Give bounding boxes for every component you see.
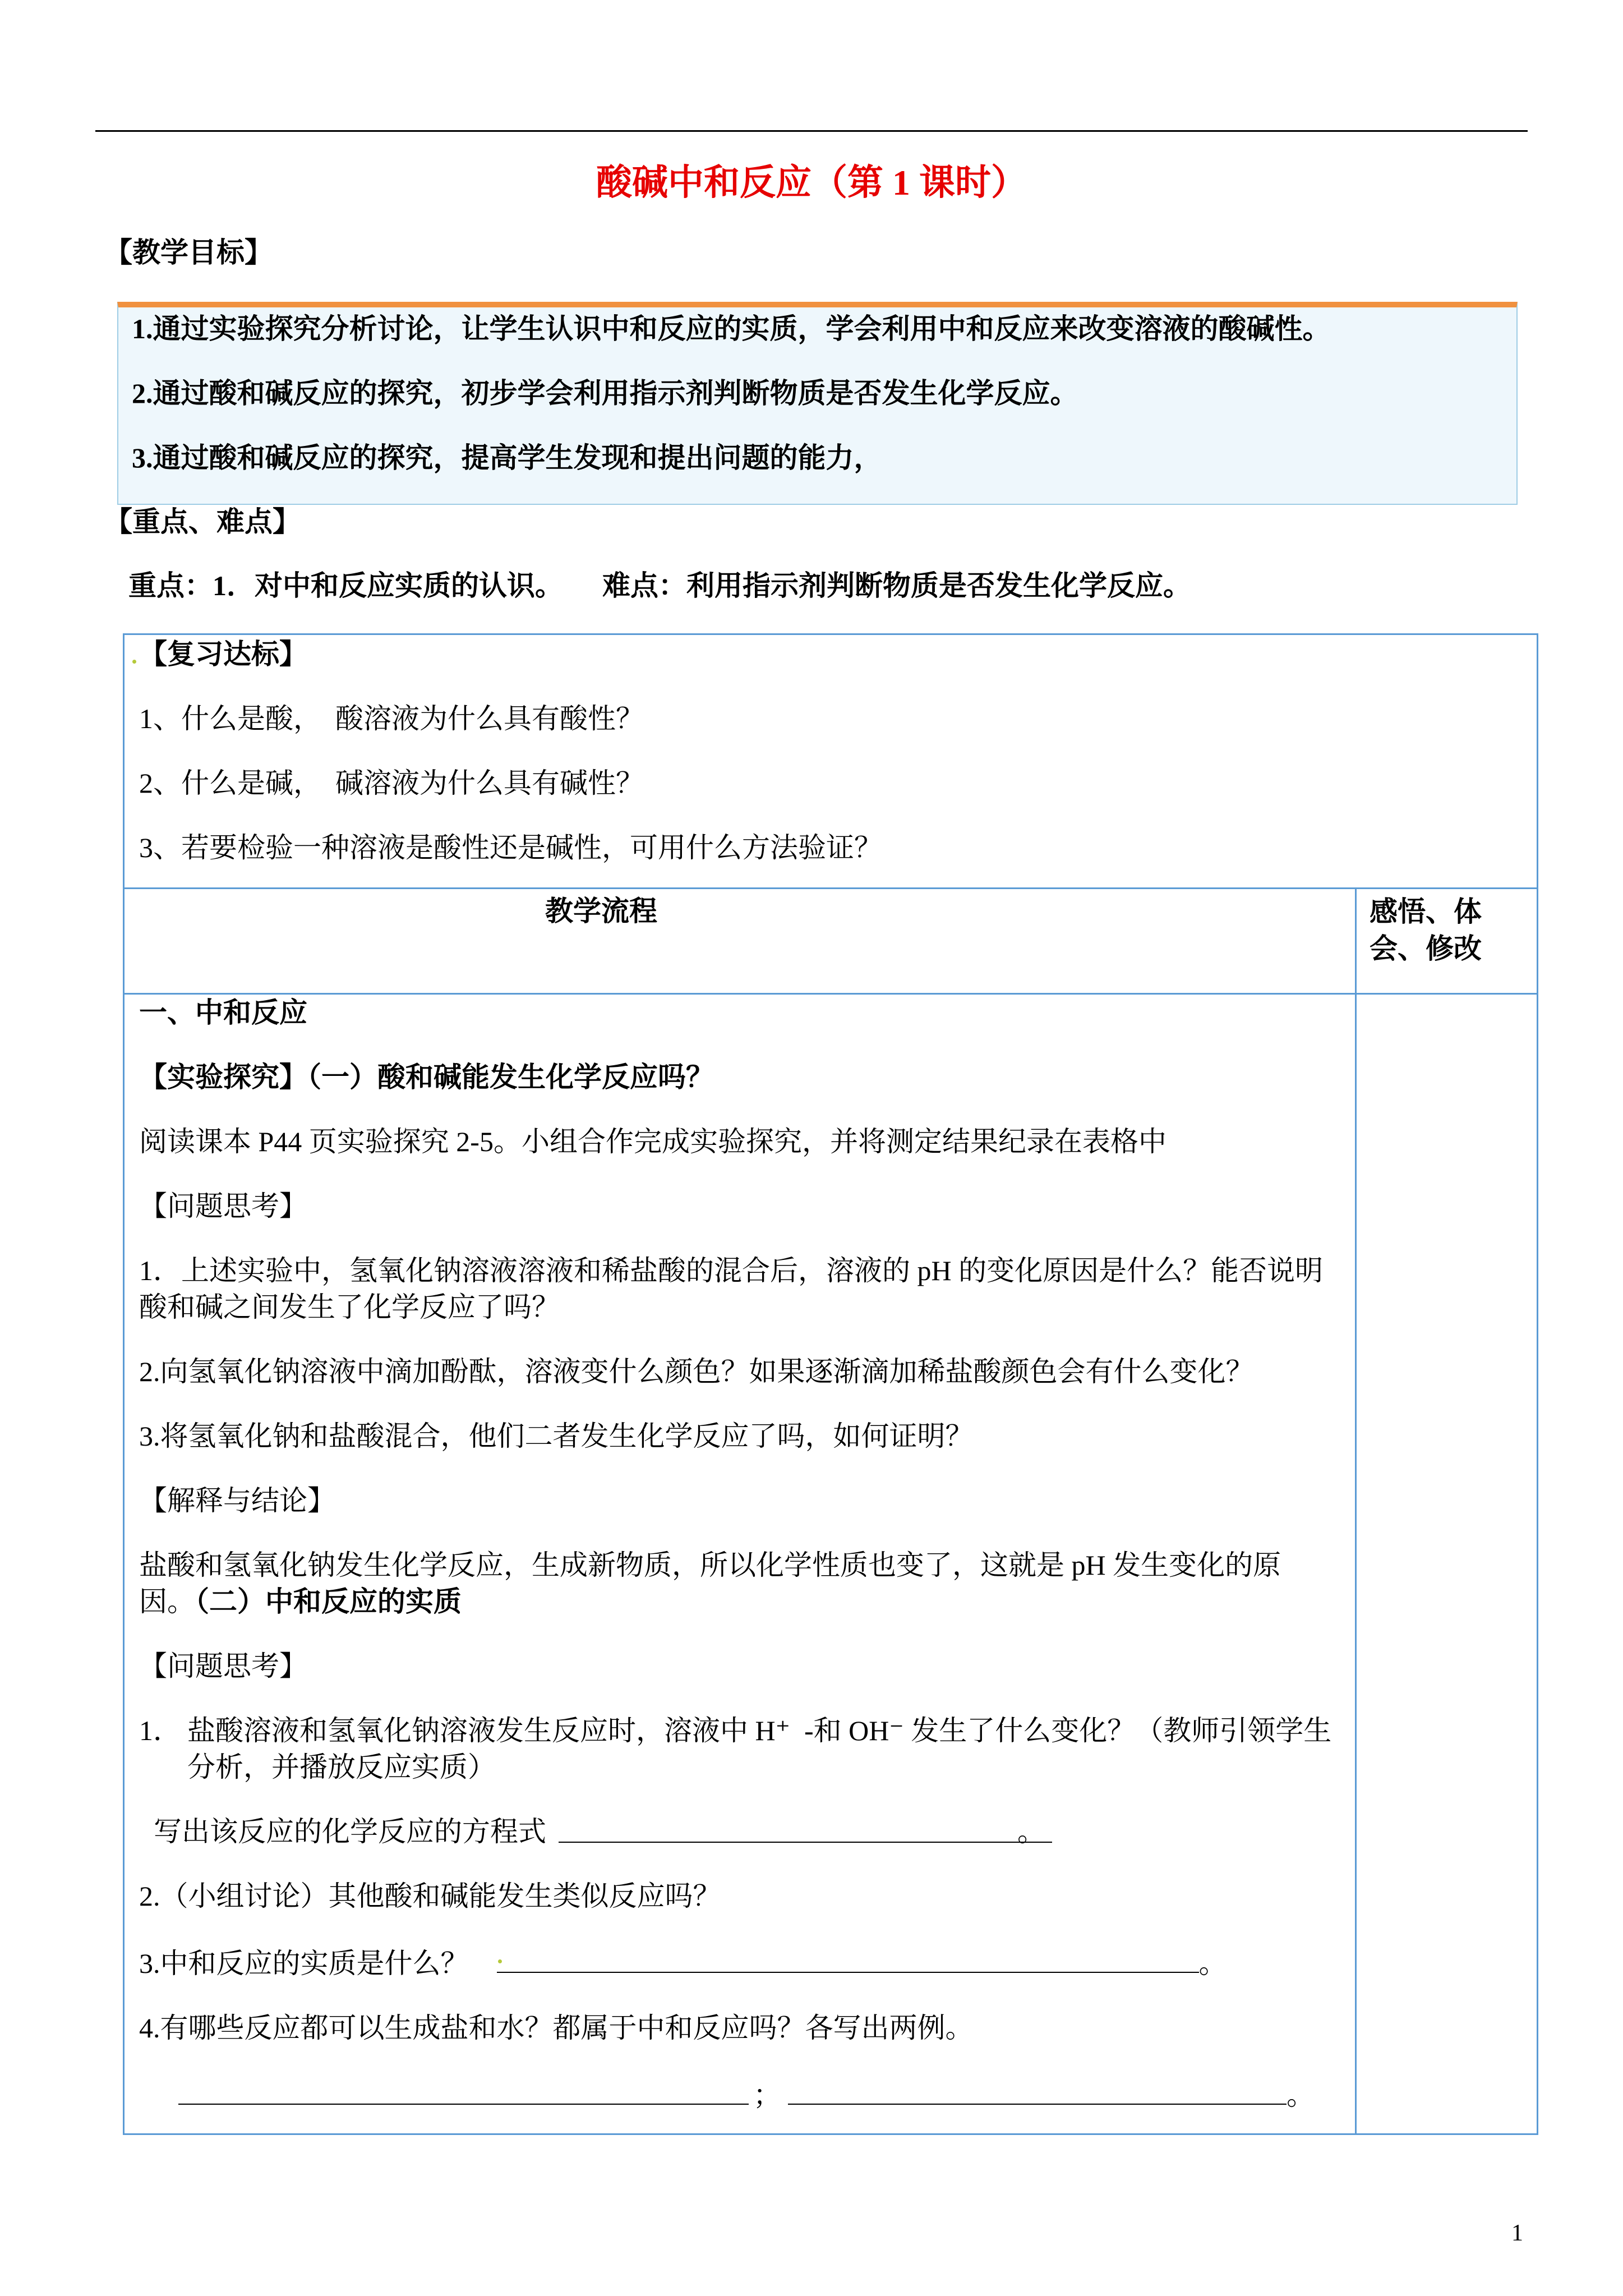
equation-blank [559, 1814, 1052, 1847]
essence-question-4: 4.有哪些反应都可以生成盐和水？都属于中和反应吗？各写出两例。 [139, 2012, 974, 2044]
key-point-text: 重点：1．对中和反应实质的认识。 [128, 570, 563, 601]
equation-prompt-text: 写出该反应的化学反应的方程式 [154, 1816, 546, 1847]
key-points-heading: 【重点、难点】 [104, 506, 301, 537]
question-3: 3.将氢氧化钠和盐酸混合，他们二者发生化学反应了吗，如何证明？ [139, 1420, 974, 1452]
think-heading: 【问题思考】 [139, 1190, 307, 1222]
page-title: 酸碱中和反应（第 1 课时） [596, 163, 1027, 203]
question-2: 2.向氢氧化钠溶液中滴加酚酞，溶液变什么颜色？如果逐渐滴加稀盐酸颜色会有什么变化？ [139, 1356, 1254, 1387]
objectives-heading: 【教学目标】 [104, 237, 273, 268]
objective-item: 2.通过酸和碱反应的探究，初步学会利用指示剂判断物质是否发生化学反应。 [132, 378, 1078, 409]
question-line: 盐酸溶液和氢氧化钠溶液发生反应时，溶液中 H⁺ -和 OH⁻ 发生了什么变化？（教师引领学生 [187, 1715, 1332, 1746]
lesson-table [123, 633, 1538, 2135]
review-heading: 【复习达标】 [139, 638, 307, 670]
essence-question-3-text: 3.中和反应的实质是什么？ [139, 1948, 469, 1979]
question-1 [139, 1253, 1355, 1326]
objective-item: 1.通过实验探究分析讨论，让学生认识中和反应的实质，学会利用中和反应来改变溶液的酸碱性。 [132, 313, 1331, 344]
review-question: 1、什么是酸， 酸溶液为什么具有酸性？ [139, 703, 644, 734]
marker-dot [132, 660, 136, 664]
table-header-process [125, 889, 1357, 995]
table-header-notes [1357, 889, 1537, 995]
reading-instruction: 阅读课本 P44 页实验探究 2-5。小组合作完成实验探究，并将测定结果纪录在表格中 [139, 1126, 1166, 1157]
process-header-label: 教学流程 [545, 895, 657, 927]
conclusion-line: 盐酸和氢氧化钠发生化学反应，生成新物质，所以化学性质也变了，这就是 pH 发生变化的原 [139, 1549, 1281, 1581]
conclusion-heading: 【解释与结论】 [139, 1485, 335, 1516]
review-question: 3、若要检验一种溶液是酸性还是碱性，可用什么方法验证？ [139, 832, 882, 863]
example-blank-1 [178, 2074, 749, 2105]
example-blanks [139, 2074, 1355, 2114]
section-title: 一、中和反应 [139, 997, 307, 1028]
objective-item: 3.通过酸和碱反应的探究，提高学生发现和提出问题的能力， [132, 442, 882, 473]
equation-prompt [139, 1814, 1355, 1850]
conclusion-paragraph [139, 1547, 1355, 1620]
think-heading-2: 【问题思考】 [139, 1650, 307, 1682]
process-content-cell [125, 995, 1357, 2133]
header-rule [95, 130, 1528, 132]
example-blank-2 [788, 2074, 1287, 2105]
essence-heading: （二）中和反应的实质 [195, 1586, 462, 1617]
key-points-line [128, 568, 1191, 604]
essence-question-1 [139, 1713, 1355, 1786]
question-line: 分析，并播放反应实质） [187, 1751, 496, 1783]
page-number: 1 [1511, 2220, 1523, 2246]
essence-blank-end: 。 [1198, 1948, 1227, 1979]
experiment-heading: 【实验探究】（一）酸和碱能发生化学反应吗？ [139, 1061, 714, 1093]
conclusion-end: 因。 [139, 1586, 195, 1617]
essence-question-2: 2.（小组讨论）其他酸和碱能发生类似反应吗？ [139, 1880, 721, 1912]
notes-content-cell [1357, 995, 1537, 2133]
review-cell [125, 635, 1537, 889]
essence-question-3 [139, 1943, 1355, 1982]
blank-end: 。 [1287, 2079, 1315, 2111]
equation-end: 。 [1017, 1816, 1045, 1847]
essence-blank [497, 1943, 1199, 1973]
question-line: 酸和碱之间发生了化学反应了吗？ [139, 1291, 560, 1323]
notes-header-label: 感悟、体会、修改 [1370, 896, 1482, 964]
question-line: 1．上述实验中，氢氧化钠溶液溶液和稀盐酸的混合后，溶液的 pH 的变化原因是什么？能否说明 [139, 1255, 1324, 1286]
conclusion-line [139, 1584, 1355, 1620]
blank-separator: ； [753, 2079, 781, 2111]
question-number: 1． [139, 1715, 181, 1746]
review-question: 2、什么是碱， 碱溶液为什么具有碱性？ [139, 767, 644, 799]
difficult-point-text: 难点：利用指示剂判断物质是否发生化学反应。 [602, 570, 1191, 601]
objectives-box [117, 302, 1518, 505]
marker-dot [498, 1959, 502, 1963]
